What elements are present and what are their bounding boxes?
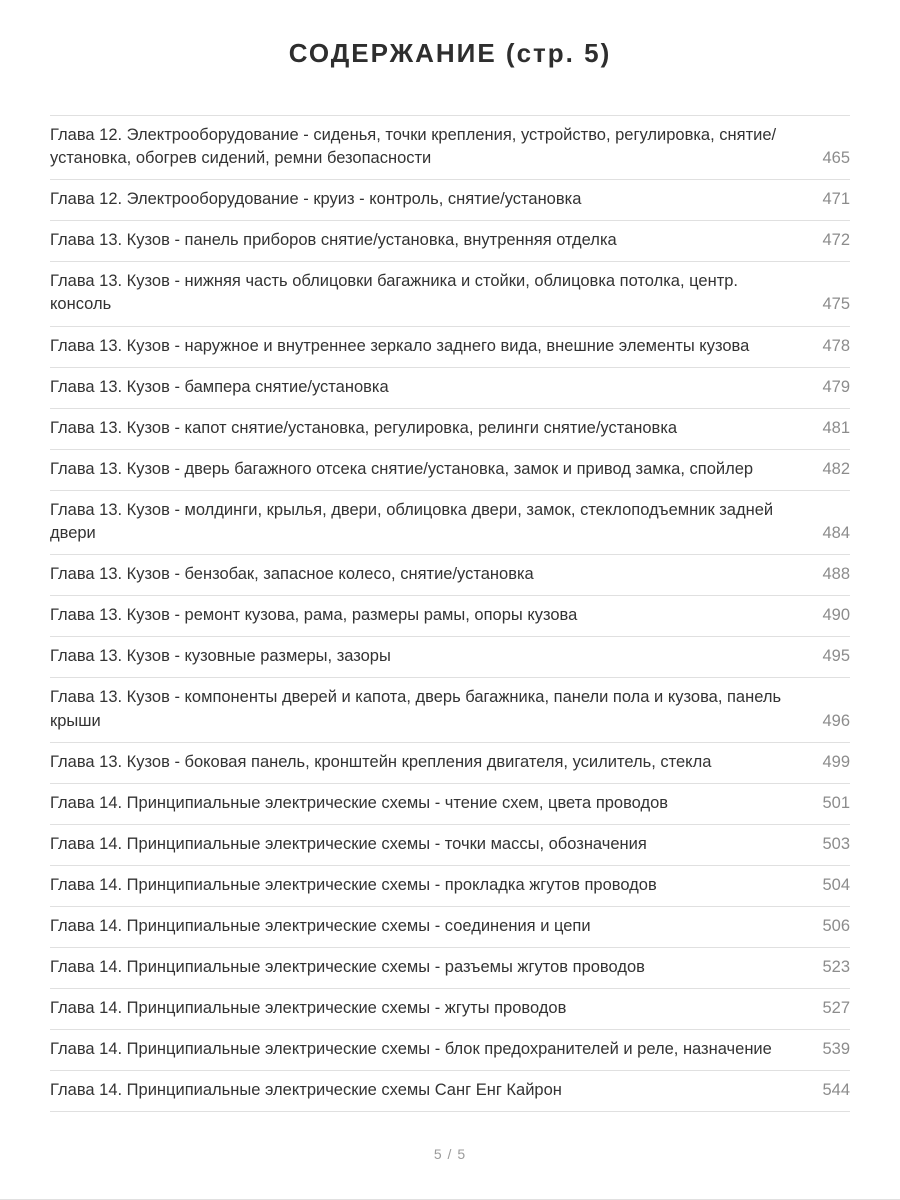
toc-entry[interactable]: [50, 596, 850, 637]
toc-entry-page: 495: [822, 647, 850, 666]
toc-entry-page: 471: [822, 190, 850, 209]
toc-entry[interactable]: [50, 825, 850, 866]
toc-entry-title: Глава 13. Кузов - панель приборов снятие/установка, внутренняя отделка: [50, 231, 617, 250]
document-page: [50, 0, 850, 1112]
toc-entry[interactable]: [50, 989, 850, 1030]
toc-entry-title: Глава 13. Кузов - боковая панель, кронштейн крепления двигателя, усилитель, стекла: [50, 752, 712, 771]
toc-entry[interactable]: [50, 948, 850, 989]
toc-entry[interactable]: [50, 866, 850, 907]
toc-entry-page: 482: [822, 459, 850, 478]
toc-entry[interactable]: [50, 262, 850, 326]
toc-entry-title: Глава 13. Кузов - капот снятие/установка, регулировка, релинги снятие/установка: [50, 418, 678, 437]
toc-entry-title: Глава 13. Кузов - нижняя часть облицовки багажника и стойки, облицовка потолка, центр. консоль: [50, 272, 739, 314]
page-title: СОДЕРЖАНИЕ (стр. 5): [288, 38, 612, 68]
toc-entry-title: Глава 13. Кузов - дверь багажного отсека снятие/установка, замок и привод замка, спойлер: [50, 459, 754, 478]
toc-entry-title: Глава 14. Принципиальные электрические схемы - разъемы жгутов проводов: [50, 958, 645, 977]
toc-entry-page: 539: [822, 1040, 850, 1059]
toc-entry[interactable]: [50, 180, 850, 221]
toc-entry-page: 506: [822, 916, 850, 935]
toc-entry-page: 465: [822, 149, 850, 168]
toc-entry-page: 527: [822, 999, 850, 1018]
toc-entry[interactable]: [50, 637, 850, 678]
toc-entry-title: Глава 14. Принципиальные электрические схемы - соединения и цепи: [50, 916, 591, 935]
toc-entry-page: 503: [822, 834, 850, 853]
toc-entry-page: 499: [822, 752, 850, 771]
page-footer: 5 / 5: [433, 1146, 467, 1162]
toc-entry-title: Глава 13. Кузов - ремонт кузова, рама, размеры рамы, опоры кузова: [50, 606, 578, 625]
toc-entry-page: 490: [822, 606, 850, 625]
toc-entry-page: 472: [822, 231, 850, 250]
toc-entry[interactable]: [50, 450, 850, 491]
toc-entry-page: 478: [822, 336, 850, 355]
toc-list: [50, 115, 850, 1112]
toc-entry-title: Глава 14. Принципиальные электрические схемы - прокладка жгутов проводов: [50, 875, 657, 894]
toc-entry[interactable]: [50, 116, 850, 180]
toc-entry[interactable]: [50, 1071, 850, 1112]
toc-entry[interactable]: [50, 678, 850, 742]
toc-entry-title: Глава 14. Принципиальные электрические схемы - точки массы, обозначения: [50, 834, 647, 853]
toc-entry[interactable]: [50, 409, 850, 450]
toc-entry-title: Глава 13. Кузов - кузовные размеры, зазоры: [50, 647, 391, 666]
toc-entry-title: Глава 14. Принципиальные электрические схемы - блок предохранителей и реле, назначение: [50, 1040, 772, 1059]
toc-entry[interactable]: [50, 907, 850, 948]
toc-entry-title: Глава 13. Кузов - наружное и внутреннее зеркало заднего вида, внешние элементы кузова: [50, 336, 750, 355]
toc-entry-page: 504: [822, 875, 850, 894]
toc-entry-title: Глава 13. Кузов - бампера снятие/установка: [50, 377, 389, 396]
toc-entry-page: 479: [822, 377, 850, 396]
toc-entry-title: Глава 13. Кузов - бензобак, запасное колесо, снятие/установка: [50, 565, 534, 584]
toc-entry-title: Глава 12. Электрооборудование - круиз - контроль, снятие/установка: [50, 190, 582, 209]
toc-entry-title: Глава 14. Принципиальные электрические схемы Санг Енг Кайрон: [50, 1081, 562, 1100]
toc-entry[interactable]: [50, 1030, 850, 1071]
toc-entry-page: 481: [822, 418, 850, 437]
toc-entry-title: Глава 13. Кузов - молдинги, крылья, двери, облицовка двери, замок, стеклоподъемник задней двери: [50, 500, 774, 543]
toc-entry-title: Глава 14. Принципиальные электрические схемы - жгуты проводов: [50, 999, 567, 1018]
toc-entry[interactable]: [50, 743, 850, 784]
toc-entry[interactable]: [50, 784, 850, 825]
toc-entry-page: 501: [822, 793, 850, 812]
toc-entry-page: 544: [822, 1081, 850, 1100]
toc-entry-title: Глава 14. Принципиальные электрические схемы - чтение схем, цвета проводов: [50, 793, 669, 812]
toc-entry-page: 523: [822, 958, 850, 977]
toc-entry-page: 488: [822, 565, 850, 584]
toc-entry[interactable]: [50, 221, 850, 262]
toc-entry[interactable]: [50, 327, 850, 368]
toc-entry-page: 496: [822, 711, 850, 730]
toc-entry-title: Глава 13. Кузов - компоненты дверей и капота, дверь багажника, панели пола и кузова, панель крыши: [50, 688, 782, 730]
toc-entry[interactable]: [50, 368, 850, 409]
toc-entry[interactable]: [50, 491, 850, 555]
toc-entry-title: Глава 12. Электрооборудование - сиденья, точки крепления, устройство, регулировка, снятие/установка, обогрев сидений, ремни безопасности: [50, 126, 777, 168]
toc-entry-page: 484: [822, 524, 850, 543]
toc-entry-page: 475: [822, 295, 850, 314]
toc-entry[interactable]: [50, 555, 850, 596]
